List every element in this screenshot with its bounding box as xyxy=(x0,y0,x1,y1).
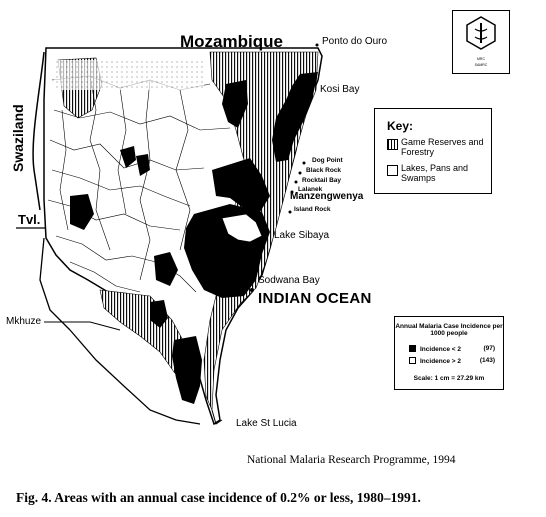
swaziland-border xyxy=(33,52,44,210)
label-lake-sibaya: Lake Sibaya xyxy=(274,230,330,241)
logo-line2: SAMRC xyxy=(474,63,488,67)
label-indian-ocean: INDIAN OCEAN xyxy=(258,290,372,307)
incidence-legend-title: Annual Malaria Case Incidence per 1000 people xyxy=(395,323,503,337)
incidence-swatch-high xyxy=(409,357,416,364)
label-manzengwenya: Manzengwenya xyxy=(290,191,364,202)
label-rocktail-bay: Rocktail Bay xyxy=(302,177,342,184)
incidence-label-high: Incidence > 2 xyxy=(420,358,462,365)
label-kosi-bay: Kosi Bay xyxy=(320,84,360,95)
mrc-logo-emblem xyxy=(453,11,509,55)
incidence-swatch-low xyxy=(409,345,416,352)
key-item-reserves: Game Reserves and Forestry xyxy=(401,137,484,157)
incidence-scale: Scale: 1 cm = 27.29 km xyxy=(413,375,485,382)
label-mozambique: Mozambique xyxy=(180,32,283,51)
label-lake-st-lucia: Lake St Lucia xyxy=(236,418,297,429)
label-ponto-do-ouro: Ponto do Ouro xyxy=(322,36,388,47)
incidence-legend xyxy=(394,316,504,390)
label-swaziland: Swaziland xyxy=(10,104,26,172)
label-lalanek: Lalanek xyxy=(298,186,323,193)
label-mkhuze: Mkhuze xyxy=(6,316,42,327)
sodwana-marker xyxy=(250,288,254,292)
label-sodwana-bay: Sodwana Bay xyxy=(258,275,320,286)
label-tvl: Tvl. xyxy=(18,212,41,227)
key-item-lakes: Lakes, Pans and Swamps xyxy=(401,163,469,183)
mrc-logo xyxy=(452,10,510,74)
incidence-count-high: (143) xyxy=(479,357,495,364)
incidence-row-low xyxy=(409,345,501,353)
key-title: Key: xyxy=(387,119,414,133)
incidence-row-high xyxy=(409,357,501,365)
incidence-count-low: (97) xyxy=(483,345,495,352)
source-credit: National Malaria Research Programme, 1994 xyxy=(247,454,456,466)
figure-caption: Fig. 4. Areas with an annual case incidence of 0.2% or less, 1980–1991. xyxy=(16,490,421,505)
key-swatch-reserves xyxy=(387,139,398,150)
low-incidence-area-st-lucia xyxy=(172,336,202,404)
settlement-dots xyxy=(54,60,204,90)
incidence-label-low: Incidence < 2 xyxy=(420,346,462,353)
label-dog-point: Dog Point xyxy=(312,157,343,164)
mkhuze-road xyxy=(44,322,120,330)
label-island-rock: Island Rock xyxy=(294,206,331,213)
label-black-rock: Black Rock xyxy=(306,167,342,174)
logo-line1: MRC xyxy=(477,57,485,61)
key-swatch-lakes xyxy=(387,165,398,176)
map-key xyxy=(374,108,492,194)
